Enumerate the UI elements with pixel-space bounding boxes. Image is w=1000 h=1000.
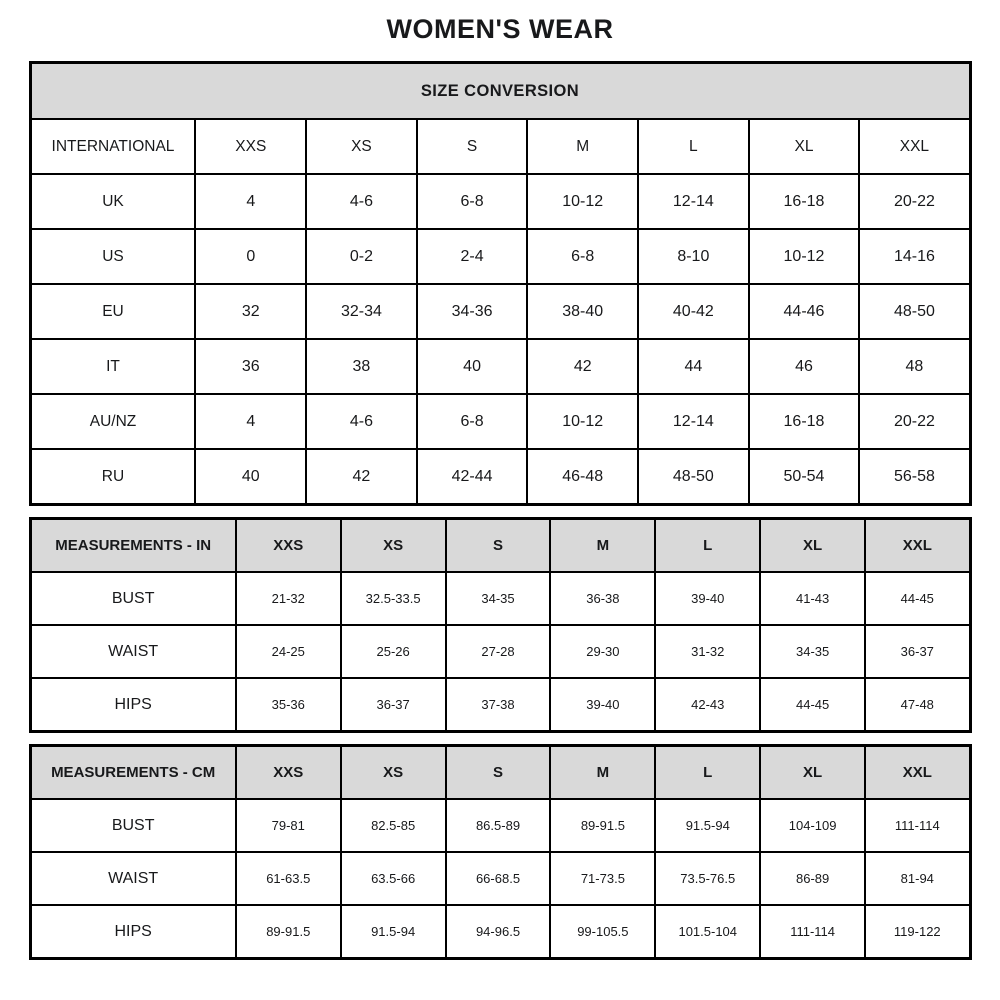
measurements-in-table [29, 517, 972, 733]
measurement-value-cell: 91.5-94 [655, 799, 760, 852]
size-value-cell: 12-14 [638, 174, 749, 229]
region-label: EU [30, 284, 195, 339]
measurement-value-cell: 42-43 [655, 678, 760, 732]
measurement-value-cell: 24-25 [236, 625, 341, 678]
measurement-value-cell: 37-38 [446, 678, 551, 732]
measurement-value-cell: 86.5-89 [446, 799, 551, 852]
measurements-in-row-hips [30, 678, 970, 732]
page-title: WOMEN'S WEAR [386, 14, 614, 44]
size-column-header: M [550, 519, 655, 573]
size-column-header: XXL [865, 519, 970, 573]
size-value-cell: 50-54 [749, 449, 860, 505]
size-conversion-row-eu [30, 284, 970, 339]
size-value-cell: 42 [306, 449, 417, 505]
measurement-value-cell: 82.5-85 [341, 799, 446, 852]
measurement-value-cell: 44-45 [760, 678, 865, 732]
region-label: UK [30, 174, 195, 229]
size-column-header: XL [760, 746, 865, 800]
size-conversion-column-header: XXS [195, 119, 306, 174]
size-value-cell: 48 [859, 339, 970, 394]
size-column-header: L [655, 746, 760, 800]
size-value-cell: 16-18 [749, 394, 860, 449]
measurement-value-cell: 31-32 [655, 625, 760, 678]
measurement-value-cell: 73.5-76.5 [655, 852, 760, 905]
measurement-label: HIPS [30, 678, 236, 732]
size-column-header: S [446, 746, 551, 800]
size-column-header: XS [341, 519, 446, 573]
size-value-cell: 4 [195, 174, 306, 229]
size-value-cell: 16-18 [749, 174, 860, 229]
region-label: IT [30, 339, 195, 394]
size-value-cell: 10-12 [749, 229, 860, 284]
measurement-value-cell: 111-114 [865, 799, 970, 852]
size-column-header: L [655, 519, 760, 573]
size-value-cell: 56-58 [859, 449, 970, 505]
measurement-value-cell: 41-43 [760, 572, 865, 625]
size-value-cell: 20-22 [859, 174, 970, 229]
measurements-cm-row-bust [30, 799, 970, 852]
size-value-cell: 12-14 [638, 394, 749, 449]
size-conversion-banner-row [30, 63, 970, 120]
measurement-value-cell: 81-94 [865, 852, 970, 905]
measurements-cm-header-row [30, 746, 970, 800]
size-value-cell: 48-50 [638, 449, 749, 505]
measurement-value-cell: 44-45 [865, 572, 970, 625]
size-value-cell: 0 [195, 229, 306, 284]
size-chart-page [29, 0, 972, 960]
region-label: RU [30, 449, 195, 505]
size-column-header: XXS [236, 519, 341, 573]
size-value-cell: 46 [749, 339, 860, 394]
measurements-cm-row-waist [30, 852, 970, 905]
size-conversion-column-header: INTERNATIONAL [30, 119, 195, 174]
measurement-value-cell: 21-32 [236, 572, 341, 625]
size-column-header: M [550, 746, 655, 800]
size-conversion-row-ru [30, 449, 970, 505]
measurement-value-cell: 61-63.5 [236, 852, 341, 905]
size-value-cell: 4 [195, 394, 306, 449]
size-conversion-banner: SIZE CONVERSION [30, 63, 970, 120]
size-column-header: XXS [236, 746, 341, 800]
measurement-value-cell: 36-37 [341, 678, 446, 732]
measurement-value-cell: 111-114 [760, 905, 865, 959]
size-value-cell: 38-40 [527, 284, 638, 339]
size-conversion-column-header: XXL [859, 119, 970, 174]
measurement-value-cell: 71-73.5 [550, 852, 655, 905]
size-conversion-column-header: XS [306, 119, 417, 174]
measurement-value-cell: 29-30 [550, 625, 655, 678]
measurements-cm-table [29, 744, 972, 960]
measurement-label: HIPS [30, 905, 236, 959]
size-value-cell: 4-6 [306, 394, 417, 449]
size-value-cell: 2-4 [417, 229, 528, 284]
size-value-cell: 0-2 [306, 229, 417, 284]
measurement-value-cell: 119-122 [865, 905, 970, 959]
size-value-cell: 20-22 [859, 394, 970, 449]
measurement-value-cell: 32.5-33.5 [341, 572, 446, 625]
measurement-value-cell: 101.5-104 [655, 905, 760, 959]
size-conversion-column-header-row [30, 119, 970, 174]
size-conversion-row-uk [30, 174, 970, 229]
size-column-header: S [446, 519, 551, 573]
size-column-header: XS [341, 746, 446, 800]
size-value-cell: 36 [195, 339, 306, 394]
measurements-header: MEASUREMENTS - IN [30, 519, 236, 573]
size-conversion-row-au-nz [30, 394, 970, 449]
size-value-cell: 8-10 [638, 229, 749, 284]
size-value-cell: 38 [306, 339, 417, 394]
size-value-cell: 4-6 [306, 174, 417, 229]
measurement-value-cell: 79-81 [236, 799, 341, 852]
size-value-cell: 10-12 [527, 174, 638, 229]
size-value-cell: 32 [195, 284, 306, 339]
measurement-label: BUST [30, 572, 236, 625]
size-conversion-column-header: XL [749, 119, 860, 174]
measurement-label: WAIST [30, 625, 236, 678]
measurement-label: BUST [30, 799, 236, 852]
measurements-in-row-waist [30, 625, 970, 678]
size-conversion-column-header: L [638, 119, 749, 174]
size-value-cell: 6-8 [527, 229, 638, 284]
region-label: US [30, 229, 195, 284]
size-value-cell: 14-16 [859, 229, 970, 284]
size-column-header: XL [760, 519, 865, 573]
size-value-cell: 40 [417, 339, 528, 394]
measurement-value-cell: 36-38 [550, 572, 655, 625]
measurement-value-cell: 25-26 [341, 625, 446, 678]
size-value-cell: 34-36 [417, 284, 528, 339]
measurement-value-cell: 99-105.5 [550, 905, 655, 959]
measurement-value-cell: 104-109 [760, 799, 865, 852]
measurement-value-cell: 66-68.5 [446, 852, 551, 905]
measurements-in-header-row [30, 519, 970, 573]
size-conversion-column-header: M [527, 119, 638, 174]
measurements-header: MEASUREMENTS - CM [30, 746, 236, 800]
size-value-cell: 48-50 [859, 284, 970, 339]
size-value-cell: 40 [195, 449, 306, 505]
measurement-value-cell: 35-36 [236, 678, 341, 732]
size-conversion-column-header: S [417, 119, 528, 174]
size-value-cell: 42-44 [417, 449, 528, 505]
measurement-value-cell: 91.5-94 [341, 905, 446, 959]
size-value-cell: 46-48 [527, 449, 638, 505]
size-value-cell: 42 [527, 339, 638, 394]
measurement-value-cell: 27-28 [446, 625, 551, 678]
measurement-value-cell: 94-96.5 [446, 905, 551, 959]
measurement-value-cell: 34-35 [760, 625, 865, 678]
measurement-value-cell: 34-35 [446, 572, 551, 625]
size-column-header: XXL [865, 746, 970, 800]
size-value-cell: 44-46 [749, 284, 860, 339]
size-conversion-row-it [30, 339, 970, 394]
measurement-value-cell: 47-48 [865, 678, 970, 732]
measurements-in-row-bust [30, 572, 970, 625]
size-value-cell: 10-12 [527, 394, 638, 449]
measurements-cm-row-hips [30, 905, 970, 959]
size-conversion-row-us [30, 229, 970, 284]
size-value-cell: 44 [638, 339, 749, 394]
size-value-cell: 32-34 [306, 284, 417, 339]
measurement-value-cell: 39-40 [550, 678, 655, 732]
measurement-value-cell: 39-40 [655, 572, 760, 625]
size-value-cell: 6-8 [417, 174, 528, 229]
measurement-label: WAIST [30, 852, 236, 905]
size-conversion-table [29, 61, 972, 506]
measurement-value-cell: 86-89 [760, 852, 865, 905]
measurement-value-cell: 89-91.5 [236, 905, 341, 959]
measurement-value-cell: 89-91.5 [550, 799, 655, 852]
size-value-cell: 6-8 [417, 394, 528, 449]
measurement-value-cell: 36-37 [865, 625, 970, 678]
measurement-value-cell: 63.5-66 [341, 852, 446, 905]
region-label: AU/NZ [30, 394, 195, 449]
size-value-cell: 40-42 [638, 284, 749, 339]
